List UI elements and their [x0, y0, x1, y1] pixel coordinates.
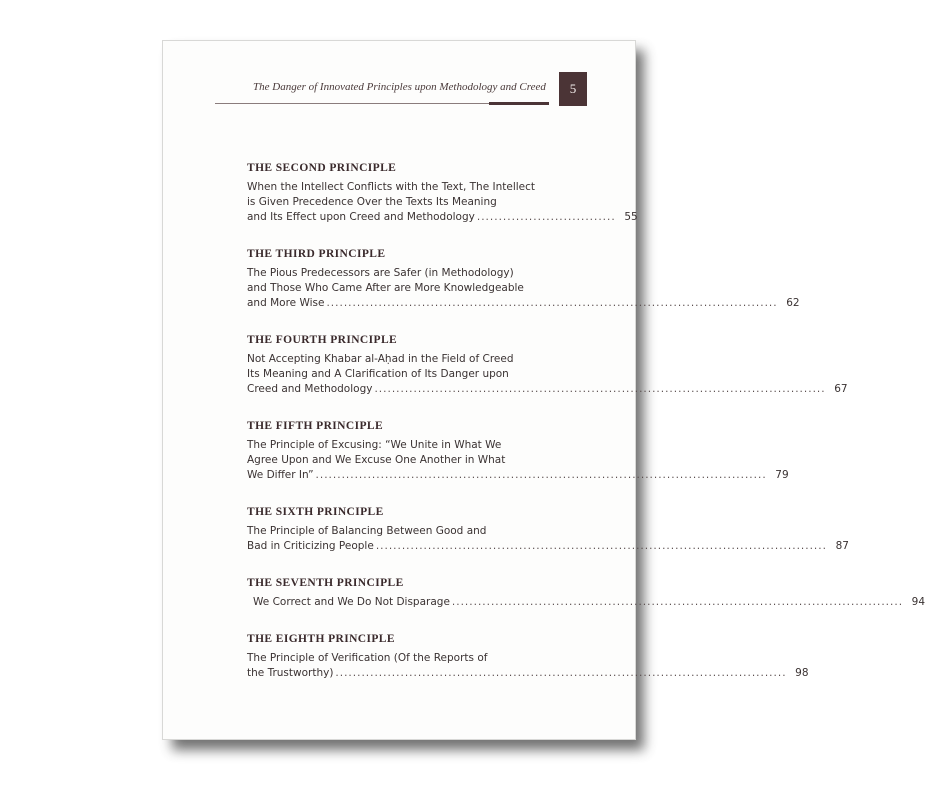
header-rule-accent	[489, 102, 549, 105]
toc-last-line	[247, 666, 809, 681]
toc-entry	[247, 506, 849, 554]
toc-page-number: 67	[834, 383, 848, 395]
toc-heading: THE SIXTH PRINCIPLE	[247, 506, 384, 518]
toc-leader-dots: ........................................................................................................	[375, 540, 827, 552]
toc-entry	[247, 633, 809, 681]
toc-leader-dots: ........................................................................................................	[335, 667, 787, 679]
toc-page-number: 98	[795, 667, 809, 679]
toc-leader-dots: ........................................................................................................	[374, 383, 826, 395]
toc-heading: THE THIRD PRINCIPLE	[247, 248, 386, 260]
toc-heading: THE FIFTH PRINCIPLE	[247, 420, 384, 432]
toc-last-line	[247, 539, 849, 554]
toc-line: When the Intellect Conflicts with the Text, The Intellect	[247, 181, 536, 193]
toc-heading: THE EIGHTH PRINCIPLE	[247, 633, 395, 645]
toc-line: Agree Upon and We Excuse One Another in What	[247, 454, 506, 466]
toc-last-line	[247, 382, 848, 397]
toc-last-line	[247, 296, 800, 311]
toc-line-text: Bad in Criticizing People	[247, 540, 374, 552]
toc-last-line	[247, 595, 925, 610]
page-number-badge	[559, 72, 587, 106]
toc-entry	[247, 162, 638, 225]
toc-line-text: We Differ In”	[247, 469, 314, 481]
toc-leader-dots: ........................................................................................................	[451, 596, 904, 608]
toc-line: The Principle of Verification (Of the Reports of	[247, 652, 488, 664]
toc-line: is Given Precedence Over the Texts Its Meaning	[247, 196, 497, 208]
book-page	[162, 40, 925, 740]
toc-line: and Those Who Came After are More Knowledgeable	[247, 282, 524, 294]
running-head-title: The Danger of Innovated Principles upon Methodology and Creed	[253, 81, 546, 93]
toc-heading: THE SECOND PRINCIPLE	[247, 162, 397, 174]
toc-leader-dots: ........................................................................................................	[326, 297, 778, 309]
toc-line: The Pious Predecessors are Safer (in Methodology)	[247, 267, 514, 279]
page-number: 5	[569, 81, 577, 96]
toc-entry	[247, 334, 848, 397]
table-of-contents	[247, 162, 925, 704]
toc-heading: THE FOURTH PRINCIPLE	[247, 334, 398, 346]
toc-heading: THE SEVENTH PRINCIPLE	[247, 577, 404, 589]
toc-line: Its Meaning and A Clarification of Its Danger upon	[247, 368, 509, 380]
toc-page-number: 62	[786, 297, 800, 309]
toc-line: The Principle of Excusing: “We Unite in What We	[247, 439, 502, 451]
toc-line-text: We Correct and We Do Not Disparage	[253, 596, 450, 608]
toc-line-text: and More Wise	[247, 297, 325, 309]
toc-line-text: Creed and Methodology	[247, 383, 373, 395]
toc-page-number: 94	[911, 596, 925, 608]
toc-entry	[247, 577, 925, 610]
toc-leader-dots: ........................................................................................................	[315, 469, 767, 481]
toc-entry	[247, 248, 800, 311]
toc-last-line	[247, 210, 638, 225]
toc-line: The Principle of Balancing Between Good and	[247, 525, 487, 537]
toc-line: Not Accepting Khabar al-Aḥad in the Field of Creed	[247, 353, 514, 365]
toc-page-number: 87	[835, 540, 849, 552]
toc-page-number: 55	[624, 211, 638, 223]
toc-leader-dots: ................................	[476, 211, 616, 223]
toc-last-line	[247, 468, 789, 483]
toc-line-text: the Trustworthy)	[247, 667, 334, 679]
toc-line-text: and Its Effect upon Creed and Methodology	[247, 211, 475, 223]
toc-page-number: 79	[775, 469, 789, 481]
toc-entry	[247, 420, 789, 483]
